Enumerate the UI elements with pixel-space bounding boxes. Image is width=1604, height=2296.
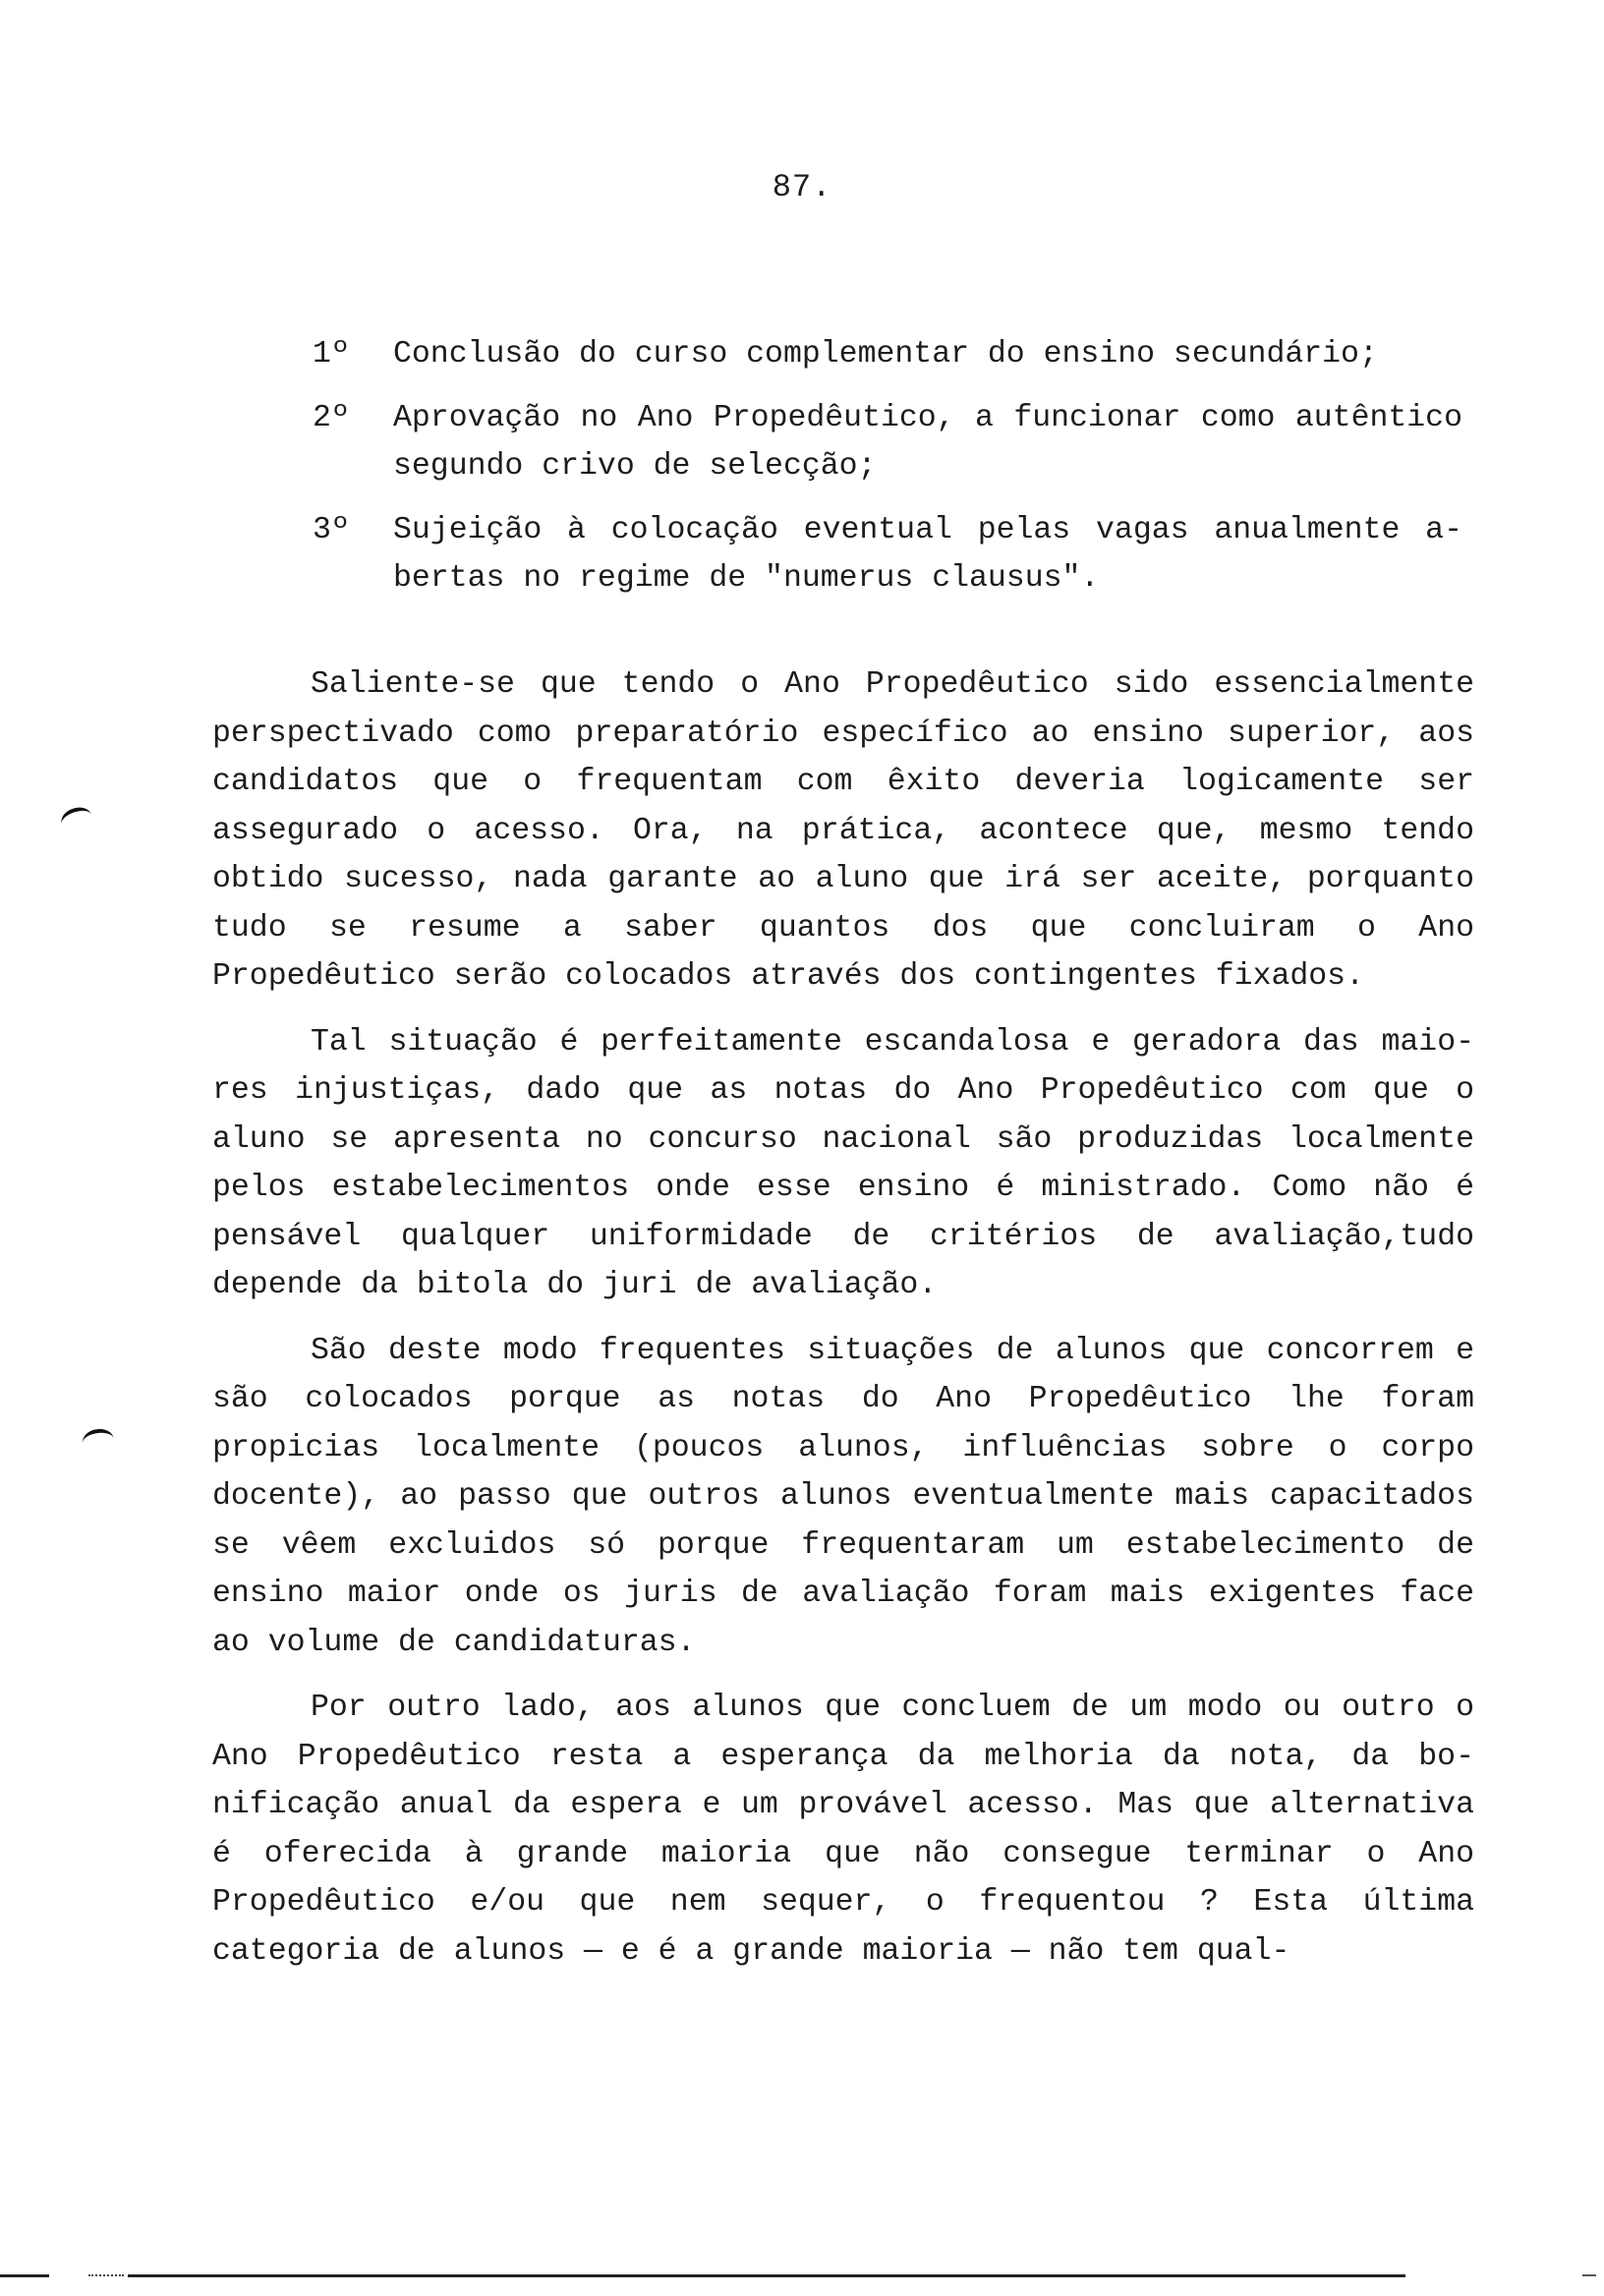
list-item xyxy=(313,506,1462,603)
page-number: 87. xyxy=(772,169,832,205)
paragraph: Tal situação é perfeitamente escandalosa e geradora das maiores injustiças, dado que as notas do Ano Propedêutico com que o aluno se apresenta no concurso nacional são produzidas localmente pelos estabelecimentos onde esse ensino é ministrado. Como não é pensável qualquer uniformidade de critérios de avaliação,tudo depende da bitola do juri de avaliação. xyxy=(212,1024,1474,1302)
list-item-text: Aprovação no Ano Propedêutico, a funcionar como autêntico segundo crivo de selecção; xyxy=(393,401,1462,484)
paragraph: Saliente-se que tendo o Ano Propedêutico sido essencialmente perspectivado como preparatório específico ao ensino superior, aos candidatos que o frequentam com êxito deveria logicamente ser assegurado o acesso. Ora, na prática, acontece que, mesmo tendo obtido sucesso, nada garante ao aluno que irá ser aceite, porquanto tudo se resume a saber quantos dos que concluiram o Ano Propedêutico serão colocados através dos contingentes fixados. xyxy=(212,667,1474,994)
margin-mark xyxy=(81,1427,115,1455)
requirements-list xyxy=(313,330,1462,618)
list-item-number: 2º xyxy=(313,401,350,435)
paragraph: São deste modo frequentes situações de alunos que concorrem e são colocados porque as notas do Ano Propedêutico lhe foram propicias localmente (poucos alunos, influências sobre o corpo docente), ao passo que outros alunos eventualmente mais capacitados se vêem excluidos só porque frequentaram um estabelecimento de ensino maior onde os juris de avaliação foram mais exigentes face ao volume de candidaturas. xyxy=(212,1333,1474,1660)
footer-dash xyxy=(1582,2274,1596,2276)
list-item-text: Sujeição à colocação eventual pelas vagas anualmente abertas no regime de "numerus clausus". xyxy=(393,513,1462,596)
list-item xyxy=(313,330,1462,378)
footer-rule xyxy=(128,2274,1405,2277)
list-item xyxy=(313,394,1462,490)
list-item-text: Conclusão do curso complementar do ensino secundário; xyxy=(393,337,1378,372)
paragraph: Por outro lado, aos alunos que concluem de um modo ou outro o Ano Propedêutico resta a esperança da melhoria da nota, da bonificação anual da espera e um provável acesso. Mas que alternativa é oferecida à grande maioria que não consegue terminar o Ano Propedêutico e/ou que nem sequer, o frequentou ? Esta última categoria de alunos — e é a grande maioria — não tem qual- xyxy=(212,1691,1474,1969)
list-item-number: 1º xyxy=(313,337,350,372)
body-text xyxy=(212,660,1474,1992)
footer-dash xyxy=(0,2274,49,2277)
margin-mark xyxy=(58,804,95,836)
footer-dots xyxy=(88,2274,124,2276)
list-item-number: 3º xyxy=(313,513,350,547)
